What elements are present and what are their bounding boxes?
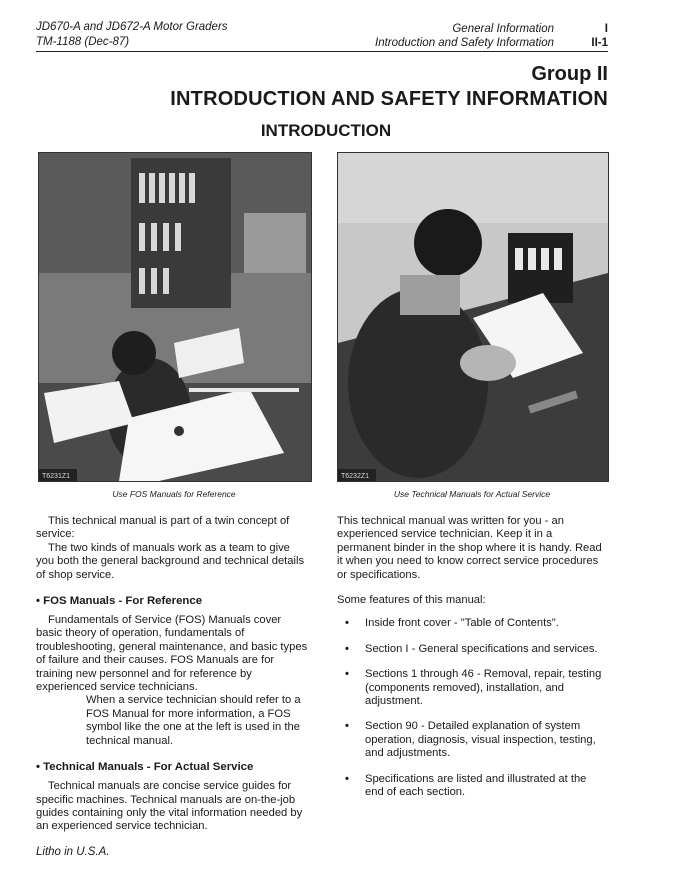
group-label: Group II <box>531 63 608 85</box>
list-item: • Sections 1 through 46 - Removal, repair, testing (components removed), installation, and adjustment. <box>345 668 602 708</box>
technical-manual-photo <box>337 152 609 482</box>
print-notice: Litho in U.S.A. <box>36 846 110 858</box>
manual-code: TM-1188 (Dec-87) <box>36 36 130 48</box>
manual-title: JD670-A and JD672-A Motor Graders <box>36 21 228 33</box>
page-section: I <box>604 23 608 35</box>
header-rule <box>36 51 608 52</box>
tech-heading: • Technical Manuals - For Actual Service <box>36 761 254 774</box>
left-column <box>36 515 310 834</box>
tech-paragraph-1: Technical manuals are concise service guides for specific machines. Technical manuals are on-the-job guides containing only the vital information needed by an experienced service technician. <box>36 780 303 833</box>
right-paragraph-1: This technical manual was written for you - an experienced service technician. Keep it in a permanent binder in the shop where it is handy. Read it when you need to know correct service procedures or specifications. <box>337 515 602 581</box>
intro-paragraph-1: This technical manual is part of a twin concept of service: <box>36 515 290 541</box>
list-item: • Inside front cover - "Table of Contents". <box>345 617 559 630</box>
tech-photo-caption: Use Technical Manuals for Actual Service <box>393 489 551 499</box>
page-title: INTRODUCTION AND SAFETY INFORMATION <box>170 88 608 110</box>
bullet-icon: • <box>345 668 349 681</box>
features-list <box>337 617 607 799</box>
bullet-icon: • <box>345 772 349 785</box>
bullet-icon: • <box>345 617 349 630</box>
fos-paragraph-2: When a service technician should refer to a FOS Manual for more information, a FOS symbol like the one at the left is used in the technical manual. <box>86 694 301 747</box>
fos-photo-caption: Use FOS Manuals for Reference <box>112 489 236 499</box>
section-heading: INTRODUCTION <box>260 121 392 140</box>
bullet-icon: • <box>345 642 349 655</box>
tech-photo-tag: T6232Z1 <box>341 473 370 480</box>
fos-manual-photo <box>38 152 312 482</box>
features-intro: Some features of this manual: <box>337 594 486 607</box>
section-name: General Information <box>452 23 554 35</box>
subsection-name: Introduction and Safety Information <box>375 37 554 49</box>
fos-paragraph-1: Fundamentals of Service (FOS) Manuals cover basic theory of operation, fundamentals of troubleshooting, general maintenance, and basic types of failure and their causes. FOS Manuals are for training new personnel and for reference by experienced service technicians. <box>36 614 308 694</box>
bullet-icon: • <box>345 720 349 733</box>
right-column <box>337 515 607 800</box>
list-item: • Specifications are listed and illustrated at the end of each section. <box>345 772 587 799</box>
page-number: II-1 <box>591 37 608 49</box>
list-item: • Section 90 - Detailed explanation of system operation, diagnosis, visual inspection, testing, and adjustments. <box>345 720 596 760</box>
list-item: • Section I - General specifications and services. <box>345 642 598 655</box>
fos-photo-tag: T6231Z1 <box>42 473 71 480</box>
fos-heading: • FOS Manuals - For Reference <box>36 595 203 608</box>
intro-paragraph-2: The two kinds of manuals work as a team to give you both the general background and technical details of shop service. <box>36 541 305 581</box>
